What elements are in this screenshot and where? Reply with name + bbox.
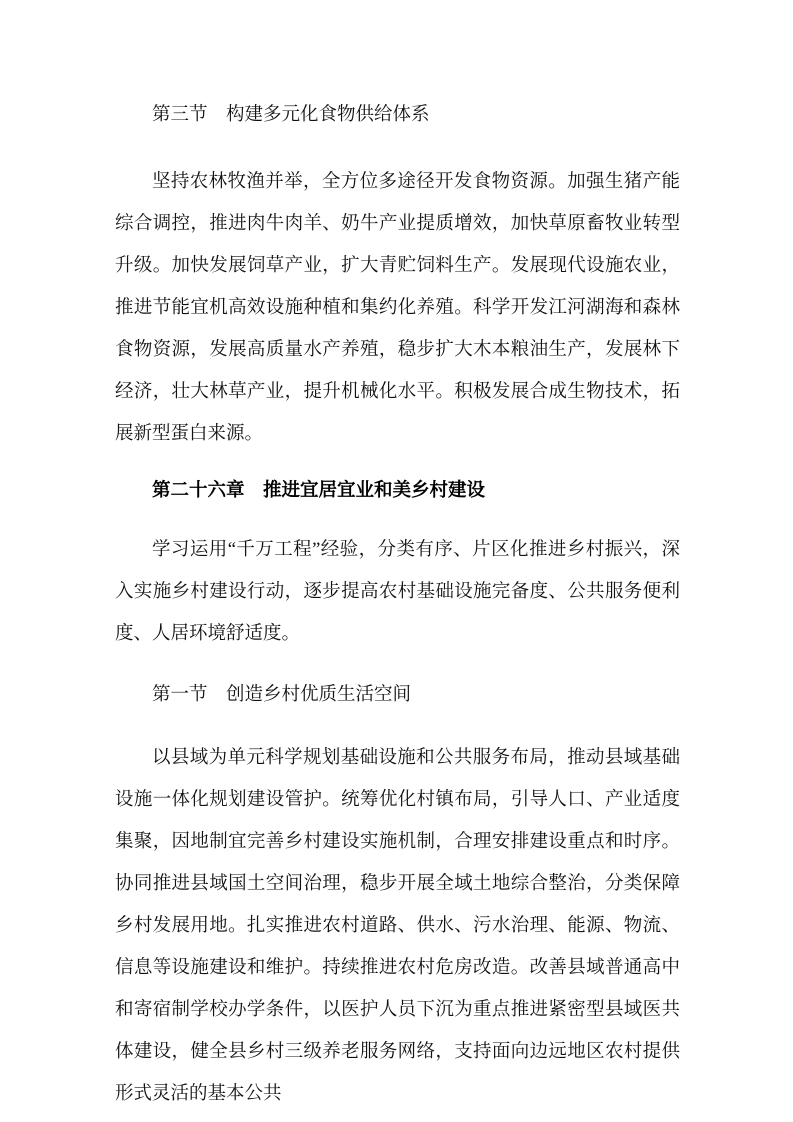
section-heading-food-supply: 第三节 构建多元化食物供给体系 [152,105,430,125]
paragraph-rural-revitalization: 学习运用“千万工程”经验，分类有序、片区化推进乡村振兴，深入实施乡村建设行动，逐步提高农村基础设施完备度、公共服务便利度、人居环境舒适度。 [115,540,680,644]
paragraph-food-supply: 坚持农林牧渔并举，全方位多途径开发食物资源。加强生猪产能综合调控，推进肉牛肉羊、奶牛产业提质增效，加快草原畜牧业转型升级。加快发展饲草产业，扩大青贮饲料生产。发展现代设施农业，推进节能宜机高效设施种植和集约化养殖。科学开发江河湖海和森林食物资源，发展高质量水产养殖，稳步扩大木本粮油生产，发展林下经济，壮大林草产业，提升机械化水平。积极发展合成生物技术，拓展新型蛋白来源。 [115,172,680,444]
paragraph-county-planning: 以县域为单元科学规划基础设施和公共服务布局，推动县域基础设施一体化规划建设管护。统筹优化村镇布局，引导人口、产业适度集聚，因地制宜完善乡村建设实施机制，合理安排建设重点和时序。协同推进县域国土空间治理，稳步开展全域土地综合整治，分类保障乡村发展用地。扎实推进农村道路、供水、污水治理、能源、物流、信息等设施建设和维护。持续推进农村危房改造。改善县域普通高中和寄宿制学校办学条件，以医护人员下沉为重点推进紧密型县域医共体建设，健全县乡村三级养老服务网络，支持面向边远地区农村提供形式灵活的基本公共 [115,748,680,1104]
section-heading-living-space: 第一节 创造乡村优质生活空间 [152,685,412,705]
chapter-heading-rural-construction: 第二十六章 推进宜居宜业和美乡村建设 [152,479,486,500]
